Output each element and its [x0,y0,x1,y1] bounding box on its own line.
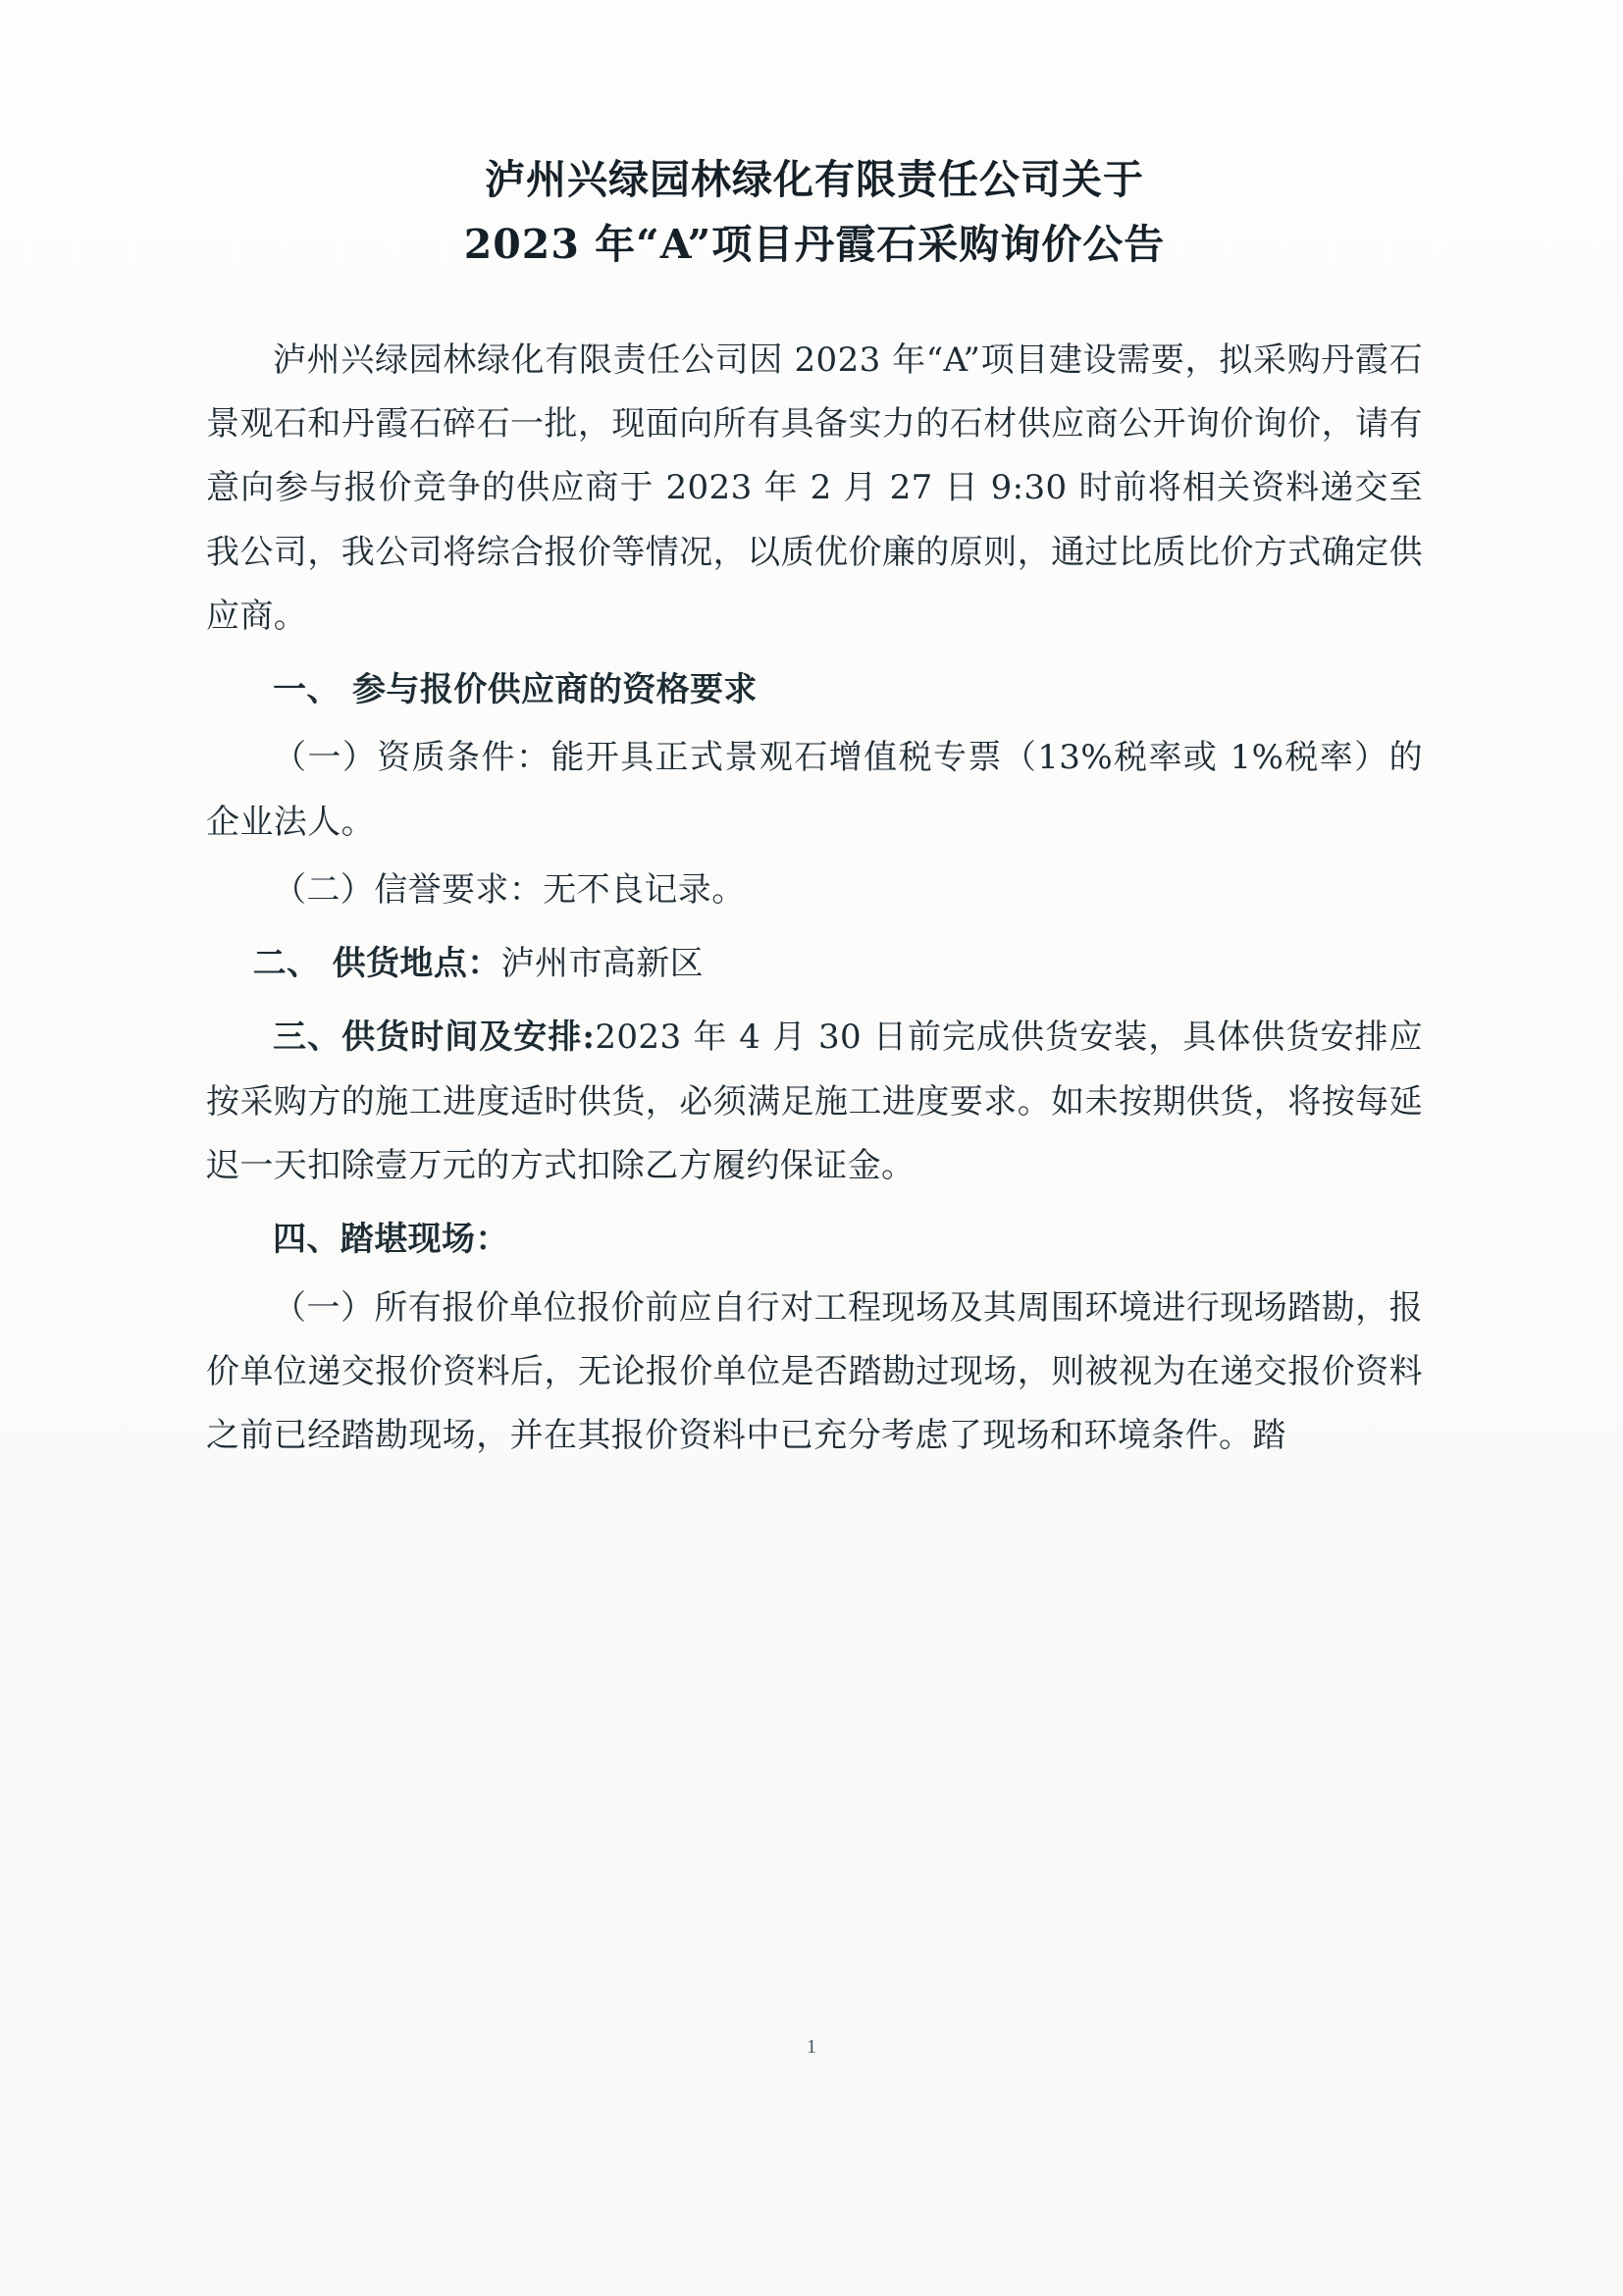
page-content [206,147,1423,1472]
heading-section-one: 一、 参与报价供应商的资格要求 [273,670,758,710]
paragraph-site-visit: （一）所有报价单位报价前应自行对工程现场及其周围环境进行现场踏勘，报价单位递交报价资料后，无论报价单位是否踏勘过现场，则被视为在递交报价资料之前已经踏勘现场，并在其报价资料中已充分考虑了现场和环境条件。踏 [206,1287,1423,1456]
heading-section-two-value: 泸州市高新区 [500,944,705,984]
page-title [206,147,1423,278]
page-title-line-1: 泸州兴绿园林绿化有限责任公司关于 [485,156,1144,203]
paragraph-qualification: （一）资质条件：能开具正式景观石增值税专票（13%税率或 1%税率）的企业法人。 [206,738,1423,842]
heading-section-three [206,1006,1423,1198]
heading-section-three-value: 2023 年 4 月 30 日前完成供货安装，具体供货安排应按采购方的施工进度适时供货，必须满足施工进度要求。如未按期供货，将按每延迟一天扣除壹万元的方式扣除乙方履约保证金。 [206,1018,1423,1185]
page-title-line-2: 2023 年“A”项目丹霞石采购询价公告 [463,221,1166,269]
heading-section-two [206,932,1423,996]
paragraph-reputation: （二）信誉要求：无不良记录。 [273,869,746,910]
paragraph-intro: 泸州兴绿园林绿化有限责任公司因 2023 年“A”项目建设需要，拟采购丹霞石景观石和丹霞石碎石一批，现面向所有具备实力的石材供应商公开询价询价，请有意向参与报价竞争的供应商于 2023 年 2 月 27 日 9:30 时前将相关资料递交至我公司，我公司将综合报价等情况，以质优价廉的原则，通过比质比价方式确定供应商。 [206,339,1423,636]
page-number: 1 [807,2036,816,2058]
heading-section-three-label: 三、供货时间及安排: [273,1018,596,1058]
heading-section-two-label: 二、 供货地点： [252,944,501,984]
heading-section-four: 四、踏堪现场： [273,1220,509,1260]
